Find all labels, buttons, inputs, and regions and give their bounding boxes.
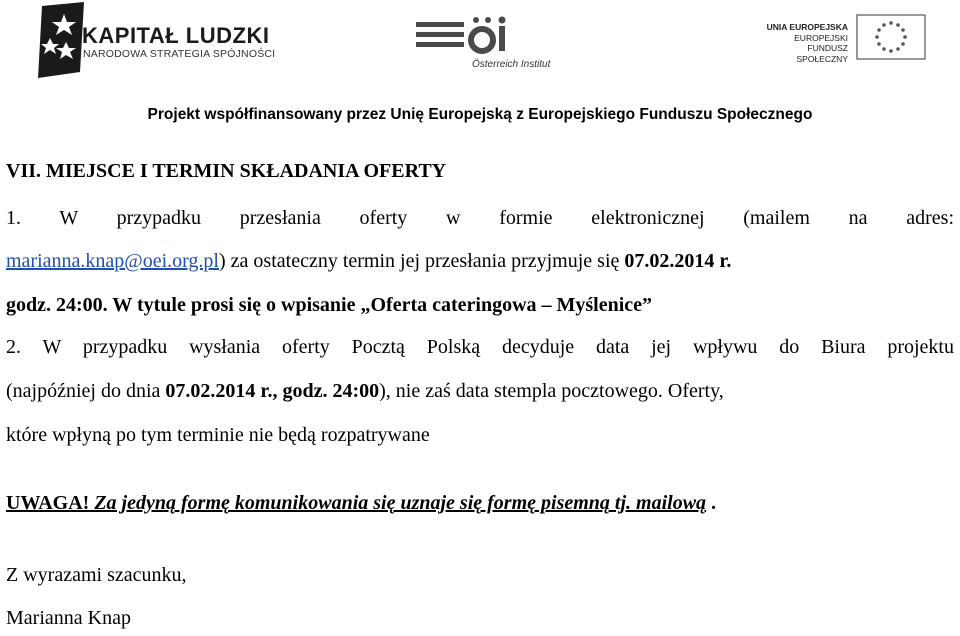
paragraph-1-line-1: 1. W przypadku przesłania oferty w formie elektronicznej (mailem na adres: — [6, 207, 954, 229]
eu-flag-icon — [856, 14, 926, 60]
oi-logo-text: Österreich Institut — [472, 59, 551, 70]
paragraph-2-line-1: 2. W przypadku wysłania oferty Pocztą Polską decyduje data jej wpływu do Biura projektu — [6, 336, 954, 358]
paragraph-2-line-2: (najpóźniej do dnia 07.02.2014 r., godz. 24:00), nie zaś data stempla pocztowego. Oferty, — [6, 380, 724, 402]
kapital-ludzki-emblem-icon — [38, 2, 88, 78]
note: UWAGA! Za jedyną formę komunikowania się uznaje się formę pisemną tj. mailową . — [6, 492, 717, 514]
eu-logo-text — [762, 22, 848, 64]
kapital-ludzki-subtitle: NARODOWA STRATEGIA SPÓJNOŚCI — [83, 48, 276, 60]
paragraph-2-line-3: które wpłyną po tym terminie nie będą rozpatrywane — [6, 424, 430, 446]
signature: Marianna Knap — [6, 607, 131, 629]
osterreich-institut-logo — [414, 12, 594, 82]
closing: Z wyrazami szacunku, — [6, 564, 187, 586]
section-heading: VII. MIEJSCE I TERMIN SKŁADANIA OFERTY — [6, 160, 447, 182]
eu-line3: FUNDUSZ SPOŁECZNY — [796, 43, 848, 64]
paragraph-1-line-2: marianna.knap@oei.org.pl) za ostateczny termin jej przesłania przyjmuje się 07.02.2014 r. — [6, 250, 732, 272]
kapital-ludzki-title: KAPITAŁ LUDZKI — [82, 23, 270, 48]
project-cofinancing-note: Projekt współfinansowany przez Unię Europejską z Europejskiego Funduszu Społecznego — [147, 106, 813, 123]
eu-line2: EUROPEJSKI — [794, 32, 848, 43]
email-link[interactable]: marianna.knap@oei.org.pl — [6, 250, 219, 272]
paragraph-1-line-3: godz. 24:00. W tytule prosi się o wpisanie „Oferta cateringowa – Myślenice” — [6, 294, 653, 316]
eu-line1: UNIA EUROPEJSKA — [766, 22, 848, 32]
oi-emblem-icon — [414, 12, 594, 62]
